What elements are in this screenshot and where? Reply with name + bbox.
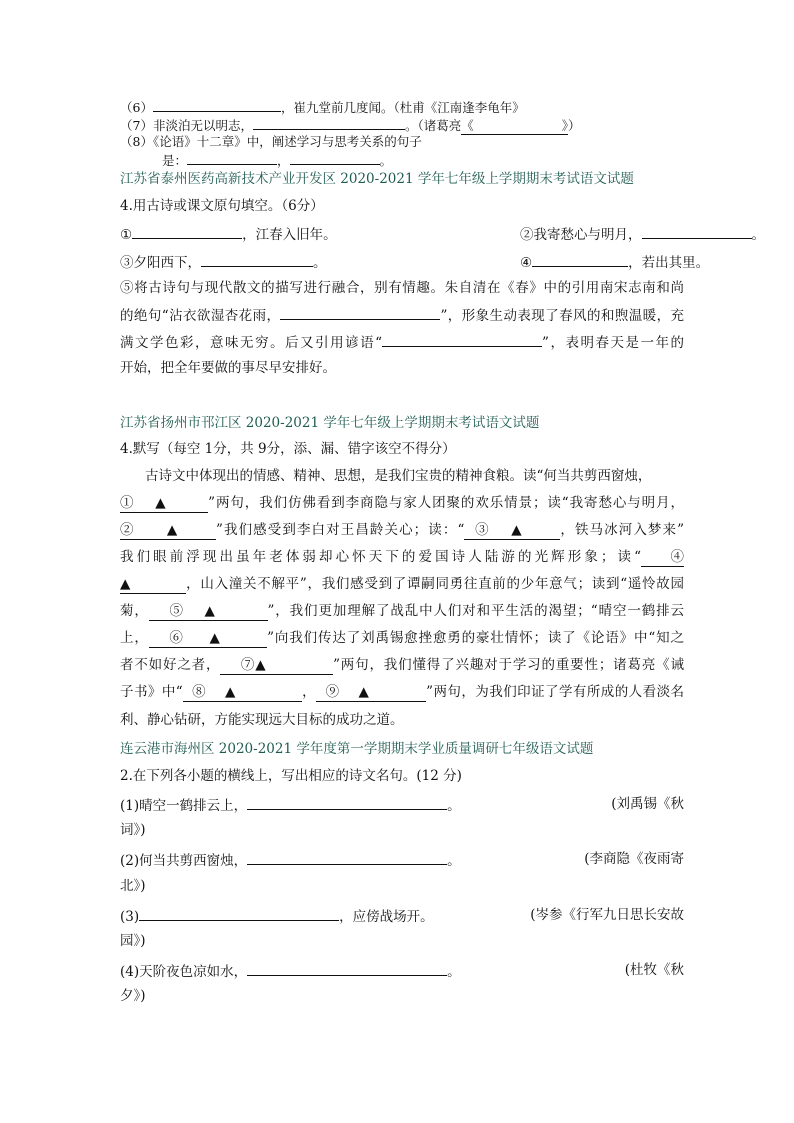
answer-blank[interactable] xyxy=(187,151,277,165)
poem-source: (李商隐《夜雨寄 xyxy=(584,851,684,867)
paragraph-line: 上， ⑥ ▲ ”向我们传达了刘禹锡愈挫愈勇的豪壮情怀；读了《论语》中“知之 xyxy=(120,630,684,646)
paragraph-line: 的绝句“沾衣欲湿杏花雨， ”，形象生动表现了春风的和煦温暖，充 xyxy=(120,308,684,324)
item-number: （6） xyxy=(120,100,153,115)
item-text: （7）非淡泊无以明志， xyxy=(120,118,253,133)
fill-item-7: （7）非淡泊无以明志， 。（诸葛亮《 》） xyxy=(120,118,581,133)
answer-blank[interactable] xyxy=(201,253,313,267)
answer-blank[interactable] xyxy=(247,962,447,976)
answer-blank[interactable]: ② ▲ xyxy=(120,522,217,538)
poem-source: (刘禹锡《秋 xyxy=(611,796,684,812)
poem-source-cont: 夕》) xyxy=(120,988,146,1004)
question-title: 4.默写（每空 1分，共 9分，添、漏、错字该空不得分） xyxy=(120,441,456,457)
answer-blank[interactable]: ① ▲ xyxy=(120,495,209,511)
question-title: 2.在下列各小题的横线上，写出相应的诗文名句。(12 分) xyxy=(120,768,462,784)
item-text: 。（诸葛亮 xyxy=(404,118,462,133)
answer-blank[interactable] xyxy=(642,225,752,239)
answer-blank[interactable] xyxy=(280,306,440,320)
poem-source-cont: 北》) xyxy=(120,878,146,894)
exam-source-heading: 江苏省泰州医药高新技术产业开发区 2020-2021 学年七年级上学期期末考试语文试题 xyxy=(120,171,634,187)
paragraph-line: 满文学色彩，意味无穷。后又引用谚语“ ”，表明春天是一年的 xyxy=(120,335,684,351)
fill-row-1: ① ，江春入旧年。 ②我寄愁心与明月， 。 xyxy=(120,227,765,243)
answer-blank[interactable]: ⑦▲ xyxy=(220,657,334,673)
fill-item-4: (4)天阶夜色凉如水， 。 (杜牧《秋 xyxy=(120,962,684,980)
answer-blank[interactable] xyxy=(532,253,628,267)
paragraph-line: ▲ ，山入潼关不解平”，我们感受到了谭嗣同勇往直前的少年意气；读到“遥怜故园 xyxy=(120,576,684,592)
paragraph-line: 开始，把全年要做的事尽早安排好。 xyxy=(120,360,336,376)
answer-blank[interactable] xyxy=(290,151,380,165)
exam-source-heading: 连云港市海州区 2020-2021 学年度第一学期期末学业质量调研七年级语文试题 xyxy=(120,741,594,757)
paragraph-line: 菊， ⑤ ▲ ”，我们更加理解了战乱中人们对和平生活的渴望；“晴空一鹤排云 xyxy=(120,603,684,619)
fill-item-6 xyxy=(120,98,684,116)
answer-blank[interactable] xyxy=(247,851,447,865)
paragraph-line: ⑤将古诗句与现代散文的描写进行融合，别有情趣。朱自清在《春》中的引用南宋志南和尚 xyxy=(120,280,684,296)
answer-blank[interactable] xyxy=(132,225,242,239)
fill-item-3: (3) ，应傍战场开。 (岑参《行军九日思长安故 xyxy=(120,907,684,925)
fill-row-2: ③夕阳西下， 。 ④ ，若出其里。 xyxy=(120,255,710,271)
answer-blank[interactable] xyxy=(139,907,339,921)
paragraph-line: 利、静心钻研，方能实现远大目标的成功之道。 xyxy=(120,712,404,728)
question-title: 4.用古诗或课文原句填空。（6分） xyxy=(120,198,324,214)
answer-blank[interactable]: ⑤ ▲ xyxy=(148,603,268,619)
item-text: （8）《论语》十二章》中，阐述学习与思考关系的句子 xyxy=(120,134,422,149)
answer-blank[interactable]: ⑥ ▲ xyxy=(148,630,268,646)
answer-blank[interactable] xyxy=(153,98,281,112)
paragraph-line: 我们眼前浮现出虽年老体弱却心怀天下的爱国诗人陆游的光辉形象；读“ ④ xyxy=(120,549,684,565)
poem-source-cont: 园》) xyxy=(120,933,146,949)
paragraph-line: 子书》中“ ⑧ ▲ ， ⑨ ▲ ”两句，为我们印证了学有所成的人看淡名 xyxy=(120,684,685,700)
paragraph-line: 者不如好之者， ⑦▲ ”两句，我们懂得了兴趣对于学习的重要性；诸葛亮《诫 xyxy=(120,657,685,673)
paragraph-line: 古诗文中体现出的情感、精神、思想，是我们宝贵的精神食粮。读“何当共剪西窗烛， xyxy=(145,468,652,484)
item-text: ，崔九堂前几度闻。（杜甫《江南逢李龟年》 xyxy=(280,100,525,115)
answer-blank[interactable]: ⑨ ▲ xyxy=(316,684,427,700)
answer-blank[interactable]: ③ ▲ xyxy=(464,522,561,538)
answer-blank[interactable] xyxy=(382,333,542,347)
paragraph-line: ① ▲ ”两句，我们仿佛看到李商隐与家人团聚的欢乐情景；读“我寄愁心与明月， xyxy=(120,495,684,511)
fill-item-4: ④ ，若出其里。 xyxy=(520,255,710,271)
book-title-blank[interactable]: 《 》 xyxy=(461,118,569,133)
poem-source-cont: 词》) xyxy=(120,822,146,838)
fill-item-2: (2)何当共剪西窗烛， 。 (李商隐《夜雨寄 xyxy=(120,851,684,869)
answer-blank[interactable]: ⑧ ▲ xyxy=(182,684,303,700)
poem-source: (岑参《行军九日思长安故 xyxy=(530,907,684,923)
answer-blank[interactable]: ④ xyxy=(641,549,684,565)
fill-item-8 xyxy=(120,134,684,150)
fill-item-8-answer: 是： ， 。 xyxy=(162,153,393,168)
answer-blank[interactable] xyxy=(247,796,447,810)
answer-blank[interactable] xyxy=(253,116,405,130)
fill-item-1: (1)晴空一鹤排云上， 。 (刘禹锡《秋 xyxy=(120,796,684,814)
exam-source-heading: 江苏省扬州市邗江区 2020-2021 学年七年级上学期期末考试语文试题 xyxy=(120,415,540,431)
poem-source: (杜牧《秋 xyxy=(624,962,684,978)
fill-item-2: ②我寄愁心与明月， 。 xyxy=(520,227,765,243)
paragraph-line: ② ▲ ”我们感受到李白对王昌龄关心；读：“ ③ ▲ ，铁马冰河入梦来” xyxy=(120,522,684,538)
answer-blank[interactable]: ▲ xyxy=(120,576,187,592)
